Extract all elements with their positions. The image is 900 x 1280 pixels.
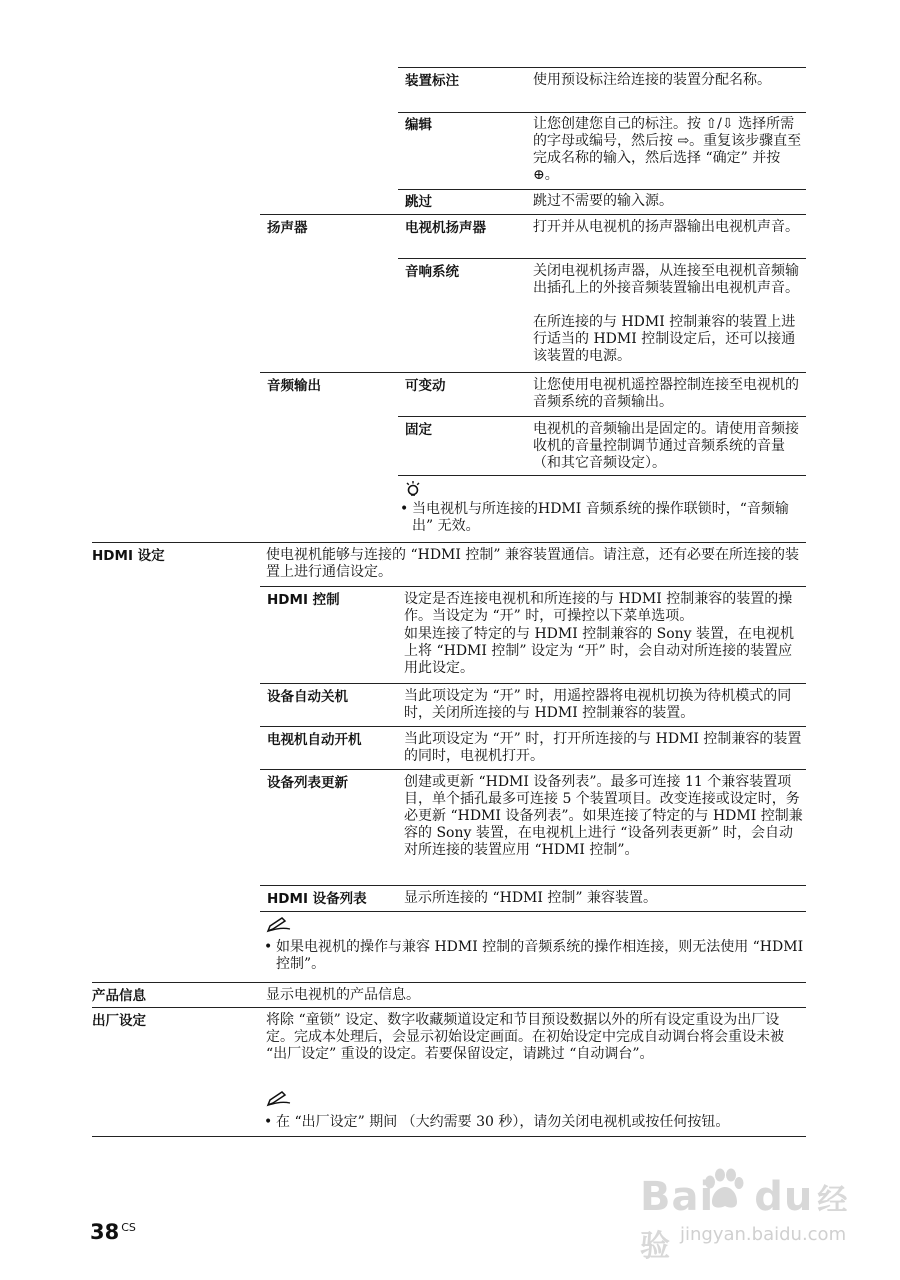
watermark [640,1168,860,1264]
divider [260,885,806,886]
divider [398,112,806,113]
pencil-note-icon [266,1091,292,1107]
row-desc-skip: 跳过不需要的输入源。 [533,193,673,209]
watermark-brand-b: du [754,1174,814,1220]
watermark-brand-c: 经验 [640,1183,849,1264]
divider [92,982,806,983]
divider [92,1136,806,1137]
row-label-variable: 可变动 [405,378,446,394]
divider [260,683,806,684]
row-desc-hdmi-control: 设定是否连接电视机和所连接的与 HDMI 控制兼容的装置的操作。当设定为 “开” 时，可操控以下菜单选项。 [404,591,793,624]
divider [398,416,806,417]
row-label-auto-on: 电视机自动开机 [267,732,362,748]
hdmi-settings-desc: 使电视机能够与连接的 “HDMI 控制” 兼容装置通信。请注意，还有必要在所连接的装置上进行通信设定。 [266,547,799,580]
row-label-list-update: 设备列表更新 [267,775,348,791]
audio-out-label: 音频输出 [267,378,321,394]
page-number-suffix: CS [121,1221,136,1234]
divider [260,911,806,912]
divider [398,475,806,476]
divider [260,769,806,770]
row-desc-device-label: 使用预设标注给连接的装置分配名称。 [533,72,771,88]
hdmi-settings-label: HDMI 设定 [92,548,165,564]
factory-label: 出厂设定 [92,1013,146,1029]
divider [92,542,806,543]
lightbulb-icon [405,480,421,498]
divider [260,586,806,587]
row-desc-hdmi-control-2: 如果连接了特定的与 HDMI 控制兼容的 Sony 装置，在电视机上将 “HDMI 控制” 设定为 “开” 时，会自动对所连接的装置应用此设定。 [404,626,795,676]
row-label-device-label: 装置标注 [405,73,459,89]
page-number [90,1220,136,1244]
pencil-note-icon [266,917,292,933]
row-desc-audio-system-2: 在所连接的与 HDMI 控制兼容的装置上进行适当的 HDMI 控制设定后，还可以接通该装置的电源。 [533,314,796,364]
row-label-skip: 跳过 [405,194,432,210]
factory-desc: 将除 “童锁” 设定、数字收藏频道设定和节目预设数据以外的所有设定重设为出厂设定。完成本处理后，会显示初始设定画面。在初始设定中完成自动调台将会重设未被 “出厂设定” 重设的设定。若要保留设定，请跳过 “自动调台”。 [266,1012,784,1062]
product-info-desc: 显示电视机的产品信息。 [266,987,420,1003]
row-desc-audio-system: 关闭电视机扬声器，从连接至电视机音频输出插孔上的外接音频装置输出电视机声音。 [533,263,799,296]
page-number-value: 38 [90,1220,120,1244]
divider [398,67,806,68]
row-desc-fixed: 电视机的音频输出是固定的。请使用音频接收机的音量控制调节通过音频系统的音量 （和其它音频设定）。 [533,421,799,471]
product-info-label: 产品信息 [92,988,146,1004]
row-desc-edit: 让您创建您自己的标注。按 ⇧/⇩ 选择所需的字母或编号，然后按 ⇨。重复该步骤直至完成名称的输入，然后选择 “确定” 并按⊕。 [533,116,802,183]
hdmi-note-text: 如果电视机的操作与兼容 HDMI 控制的音频系统的操作相连接，则无法使用 “HDMI 控制”。 [276,939,804,972]
divider [398,189,806,190]
row-label-tv-speaker: 电视机扬声器 [405,220,486,236]
tip-bullet: • 当电视机与所连接的HDMI 音频系统的操作联锁时，“音频输出” 无效。 [400,501,806,535]
speaker-label: 扬声器 [267,220,308,236]
row-label-fixed: 固定 [405,422,432,438]
watermark-url: jingyan.baidu.com [680,1224,847,1245]
divider [260,372,806,373]
divider [260,214,806,215]
divider [260,726,806,727]
tip-text: 当电视机与所连接的HDMI 音频系统的操作联锁时，“音频输出” 无效。 [412,501,789,534]
watermark-brand-a: Bai [640,1174,715,1220]
hdmi-note-bullet: • 如果电视机的操作与兼容 HDMI 控制的音频系统的操作相连接，则无法使用 “HDMI 控制”。 [264,939,806,973]
row-label-hdmi-control: HDMI 控制 [267,592,340,608]
row-label-auto-off: 设备自动关机 [267,689,348,705]
row-label-audio-system: 音响系统 [405,264,459,280]
row-desc-list-update: 创建或更新 “HDMI 设备列表”。最多可连接 11 个兼容装置项目，单个插孔最多可连接 5 个装置项目。改变连接或设定时，务必更新 “HDMI 设备列表”。如果连接了特定的与 HDMI 控制兼容的 Sony 装置，在电视机上进行 “设备列表更新” 时，会自动对所连接的装置应用 “HDMI 控制”。 [404,774,803,858]
watermark-brand [640,1174,860,1266]
divider [92,1007,806,1008]
row-desc-variable: 让您使用电视机遥控器控制连接至电视机的音频系统的音频输出。 [533,377,799,410]
row-label-edit: 编辑 [405,117,432,133]
row-label-device-list: HDMI 设备列表 [267,891,367,907]
factory-note-text: 在 “出厂设定” 期间 （大约需要 30 秒），请勿关闭电视机或按任何按钮。 [276,1114,730,1130]
row-desc-auto-on: 当此项设定为 “开” 时，打开所连接的与 HDMI 控制兼容的装置的同时，电视机打开。 [404,731,802,764]
factory-note-bullet: • 在 “出厂设定” 期间 （大约需要 30 秒），请勿关闭电视机或按任何按钮。 [264,1114,730,1130]
divider [398,258,806,259]
row-desc-device-list: 显示所连接的 “HDMI 控制” 兼容装置。 [404,890,657,906]
row-desc-auto-off: 当此项设定为 “开” 时，用遥控器将电视机切换为待机模式的同时，关闭所连接的与 HDMI 控制兼容的装置。 [404,688,792,721]
row-desc-tv-speaker: 打开并从电视机的扬声器输出电视机声音。 [533,219,799,235]
